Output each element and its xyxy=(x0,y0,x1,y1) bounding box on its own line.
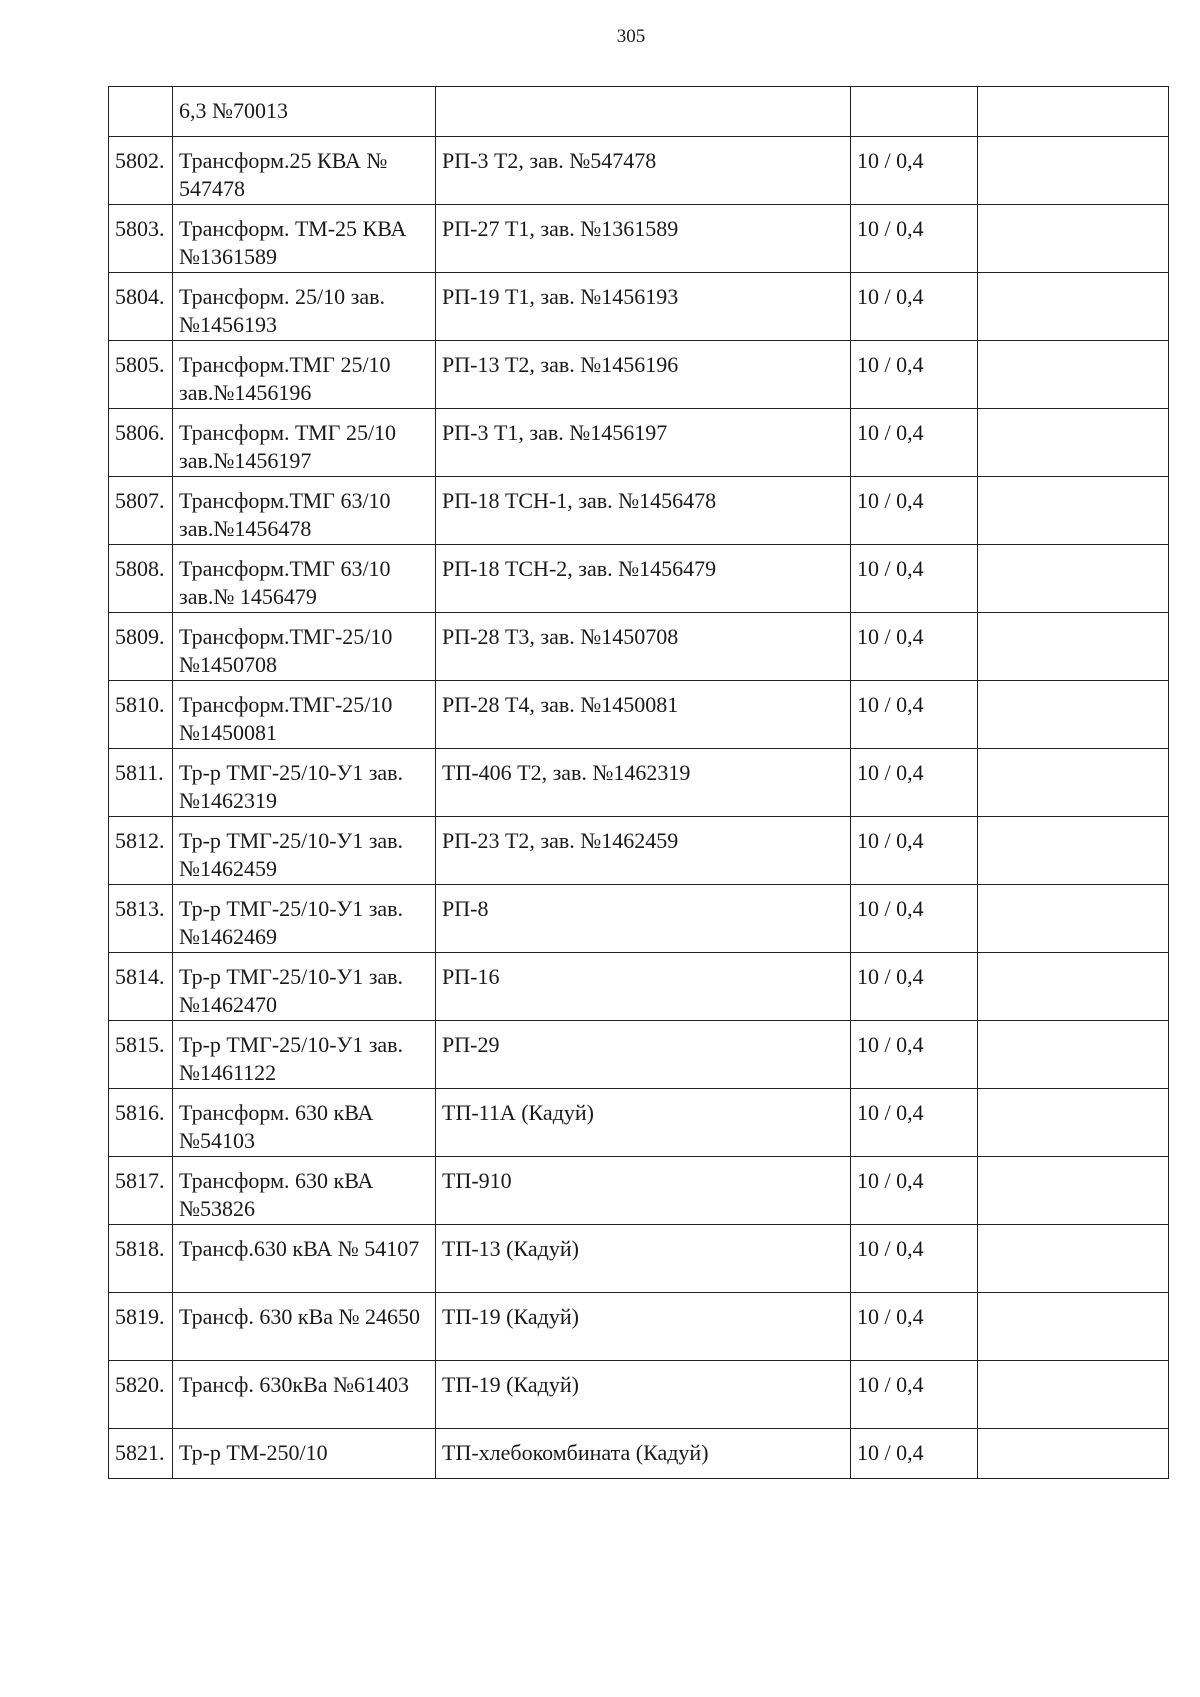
voltage-cell: 10 / 0,4 xyxy=(851,137,978,205)
equipment-name-cell: Трансформ.25 КВА № 547478 xyxy=(173,137,436,205)
table-row xyxy=(109,1089,1169,1157)
voltage-cell: 10 / 0,4 xyxy=(851,749,978,817)
table-row xyxy=(109,205,1169,273)
voltage-cell: 10 / 0,4 xyxy=(851,681,978,749)
equipment-name-cell: Трансформ.ТМГ 63/10 зав.№1456478 xyxy=(173,477,436,545)
voltage-cell: 10 / 0,4 xyxy=(851,1429,978,1479)
equipment-name-cell: Тр-р ТМГ-25/10-У1 зав.№1462469 xyxy=(173,885,436,953)
table-row xyxy=(109,1225,1169,1293)
table-row xyxy=(109,1021,1169,1089)
equipment-name-cell: Трансформ. ТМГ 25/10 зав.№1456197 xyxy=(173,409,436,477)
notes-cell xyxy=(978,477,1169,545)
notes-cell xyxy=(978,1429,1169,1479)
equipment-name-cell: Трансформ.ТМГ 25/10 зав.№1456196 xyxy=(173,341,436,409)
location-cell: РП-3 Т1, зав. №1456197 xyxy=(436,409,851,477)
voltage-cell: 10 / 0,4 xyxy=(851,341,978,409)
location-cell: ТП-19 (Кадуй) xyxy=(436,1361,851,1429)
table-row xyxy=(109,545,1169,613)
row-number-cell: 5808. xyxy=(109,545,173,613)
location-cell: РП-8 xyxy=(436,885,851,953)
location-cell: ТП-13 (Кадуй) xyxy=(436,1225,851,1293)
location-cell: РП-16 xyxy=(436,953,851,1021)
row-number-cell: 5814. xyxy=(109,953,173,1021)
table-row xyxy=(109,1293,1169,1361)
equipment-name-cell: Трансф.630 кВА № 54107 xyxy=(173,1225,436,1293)
location-cell: ТП-406 Т2, зав. №1462319 xyxy=(436,749,851,817)
voltage-cell: 10 / 0,4 xyxy=(851,953,978,1021)
notes-cell xyxy=(978,885,1169,953)
voltage-cell: 10 / 0,4 xyxy=(851,885,978,953)
notes-cell xyxy=(978,1021,1169,1089)
notes-cell xyxy=(978,1225,1169,1293)
location-cell: РП-19 Т1, зав. №1456193 xyxy=(436,273,851,341)
row-number-cell: 5821. xyxy=(109,1429,173,1479)
location-cell: РП-3 Т2, зав. №547478 xyxy=(436,137,851,205)
location-cell: РП-23 Т2, зав. №1462459 xyxy=(436,817,851,885)
voltage-cell: 10 / 0,4 xyxy=(851,1225,978,1293)
table-row xyxy=(109,409,1169,477)
notes-cell xyxy=(978,1361,1169,1429)
table-row xyxy=(109,681,1169,749)
row-number-cell: 5812. xyxy=(109,817,173,885)
voltage-cell: 10 / 0,4 xyxy=(851,409,978,477)
row-number-cell: 5802. xyxy=(109,137,173,205)
voltage-cell: 10 / 0,4 xyxy=(851,477,978,545)
row-number-cell: 5807. xyxy=(109,477,173,545)
voltage-cell: 10 / 0,4 xyxy=(851,613,978,681)
equipment-name-cell: Трансформ. 25/10 зав.№1456193 xyxy=(173,273,436,341)
location-cell: РП-28 Т4, зав. №1450081 xyxy=(436,681,851,749)
notes-cell xyxy=(978,613,1169,681)
voltage-cell xyxy=(851,87,978,137)
table-row xyxy=(109,885,1169,953)
voltage-cell: 10 / 0,4 xyxy=(851,817,978,885)
voltage-cell: 10 / 0,4 xyxy=(851,273,978,341)
table-row xyxy=(109,613,1169,681)
table-row xyxy=(109,1361,1169,1429)
table-row xyxy=(109,87,1169,137)
table-row xyxy=(109,953,1169,1021)
notes-cell xyxy=(978,953,1169,1021)
notes-cell xyxy=(978,1157,1169,1225)
table-row xyxy=(109,477,1169,545)
location-cell: РП-28 Т3, зав. №1450708 xyxy=(436,613,851,681)
equipment-name-cell: Трансформ. ТМ-25 КВА №1361589 xyxy=(173,205,436,273)
equipment-name-cell: Трансформ.ТМГ-25/10 №1450708 xyxy=(173,613,436,681)
equipment-name-cell: Трансформ. 630 кВА №53826 xyxy=(173,1157,436,1225)
equipment-name-cell: Тр-р ТМГ-25/10-У1 зав.№1462319 xyxy=(173,749,436,817)
table-row xyxy=(109,749,1169,817)
notes-cell xyxy=(978,681,1169,749)
row-number-cell: 5818. xyxy=(109,1225,173,1293)
equipment-name-cell: Трансформ.ТМГ 63/10 зав.№ 1456479 xyxy=(173,545,436,613)
notes-cell xyxy=(978,545,1169,613)
equipment-name-cell: Тр-р ТМГ-25/10-У1 зав.№1462470 xyxy=(173,953,436,1021)
row-number-cell: 5810. xyxy=(109,681,173,749)
row-number-cell: 5819. xyxy=(109,1293,173,1361)
row-number-cell: 5815. xyxy=(109,1021,173,1089)
equipment-name-cell: Трансформ. 630 кВА №54103 xyxy=(173,1089,436,1157)
notes-cell xyxy=(978,273,1169,341)
equipment-name-cell: Трансформ.ТМГ-25/10 №1450081 xyxy=(173,681,436,749)
table-row xyxy=(109,817,1169,885)
table-row xyxy=(109,1157,1169,1225)
equipment-name-cell: Трансф. 630 кВа № 24650 xyxy=(173,1293,436,1361)
row-number-cell: 5806. xyxy=(109,409,173,477)
location-cell: ТП-11А (Кадуй) xyxy=(436,1089,851,1157)
notes-cell xyxy=(978,205,1169,273)
voltage-cell: 10 / 0,4 xyxy=(851,545,978,613)
equipment-name-cell: 6,3 №70013 xyxy=(173,87,436,137)
equipment-registry-table xyxy=(108,86,1169,1479)
location-cell: РП-27 Т1, зав. №1361589 xyxy=(436,205,851,273)
location-cell: ТП-19 (Кадуй) xyxy=(436,1293,851,1361)
voltage-cell: 10 / 0,4 xyxy=(851,1157,978,1225)
row-number-cell: 5811. xyxy=(109,749,173,817)
location-cell: ТП-910 xyxy=(436,1157,851,1225)
table-row xyxy=(109,1429,1169,1479)
location-cell: РП-18 ТСН-2, зав. №1456479 xyxy=(436,545,851,613)
voltage-cell: 10 / 0,4 xyxy=(851,1021,978,1089)
registry-body xyxy=(109,87,1169,1479)
row-number-cell: 5820. xyxy=(109,1361,173,1429)
row-number-cell: 5805. xyxy=(109,341,173,409)
notes-cell xyxy=(978,409,1169,477)
notes-cell xyxy=(978,137,1169,205)
voltage-cell: 10 / 0,4 xyxy=(851,1361,978,1429)
notes-cell xyxy=(978,749,1169,817)
location-cell xyxy=(436,87,851,137)
row-number-cell xyxy=(109,87,173,137)
row-number-cell: 5803. xyxy=(109,205,173,273)
row-number-cell: 5817. xyxy=(109,1157,173,1225)
location-cell: ТП-хлебокомбината (Кадуй) xyxy=(436,1429,851,1479)
row-number-cell: 5809. xyxy=(109,613,173,681)
voltage-cell: 10 / 0,4 xyxy=(851,205,978,273)
row-number-cell: 5816. xyxy=(109,1089,173,1157)
page-number: 305 xyxy=(616,26,646,47)
equipment-name-cell: Трансф. 630кВа №61403 xyxy=(173,1361,436,1429)
location-cell: РП-18 ТСН-1, зав. №1456478 xyxy=(436,477,851,545)
voltage-cell: 10 / 0,4 xyxy=(851,1089,978,1157)
table-row xyxy=(109,137,1169,205)
equipment-name-cell: Тр-р ТМГ-25/10-У1 зав.№1462459 xyxy=(173,817,436,885)
row-number-cell: 5804. xyxy=(109,273,173,341)
table-row xyxy=(109,273,1169,341)
notes-cell xyxy=(978,1089,1169,1157)
notes-cell xyxy=(978,87,1169,137)
row-number-cell: 5813. xyxy=(109,885,173,953)
voltage-cell: 10 / 0,4 xyxy=(851,1293,978,1361)
equipment-name-cell: Тр-р ТМГ-25/10-У1 зав.№1461122 xyxy=(173,1021,436,1089)
notes-cell xyxy=(978,1293,1169,1361)
table-row xyxy=(109,341,1169,409)
equipment-name-cell: Тр-р ТМ-250/10 xyxy=(173,1429,436,1479)
notes-cell xyxy=(978,341,1169,409)
notes-cell xyxy=(978,817,1169,885)
location-cell: РП-29 xyxy=(436,1021,851,1089)
location-cell: РП-13 Т2, зав. №1456196 xyxy=(436,341,851,409)
